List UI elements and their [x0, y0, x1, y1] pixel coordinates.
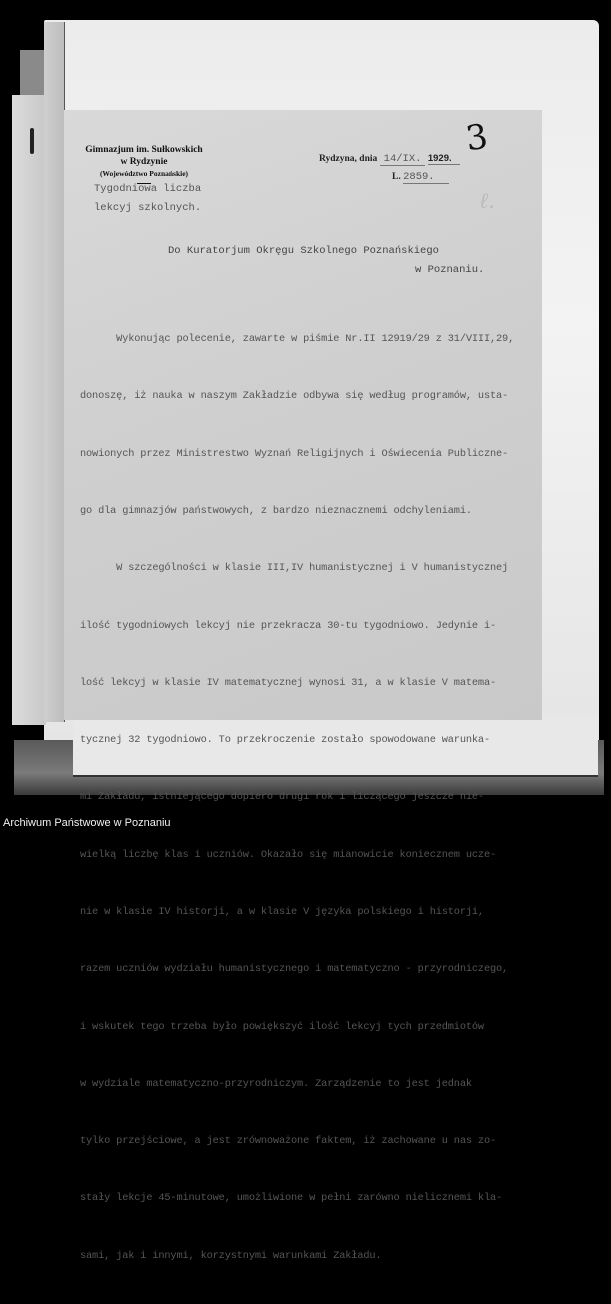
body-line: go dla gimnazjów państwowych, z bardzo nieznacznemi odchyleniami. — [80, 505, 472, 518]
body-line: nie w klasie IV historji, a w klasie V języka polskiego i historji, — [80, 906, 484, 918]
body-line: sami, jak i innymi, korzystnymi warunkami Zakładu. — [80, 1249, 382, 1262]
letterhead-province: (Województwo Poznańskie) — [99, 169, 189, 178]
body-line: tycznej 32 tygodniowo. To przekroczenie zostało spowodowane warunka- — [80, 734, 490, 747]
date-day-month: 14/IX. — [380, 153, 426, 166]
letter-body — [80, 292, 530, 1304]
letterhead — [76, 144, 212, 184]
reference-number — [392, 171, 449, 183]
place-date — [319, 153, 460, 165]
letterhead-school: Gimnazjum im. Sułkowskich — [85, 145, 203, 155]
body-line: nowionych przez Ministrestwo Wyznań Religijnych i Oświecenia Publiczne- — [80, 447, 509, 460]
handwritten-page-number: 3 — [463, 116, 491, 160]
subject-line-2: lekcyj szkolnych. — [94, 202, 202, 214]
pencil-mark: ℓ. — [479, 189, 496, 214]
body-line: stały lekcje 45-minutowe, umożliwione w pełni zarówno nielicznemi kla- — [80, 1192, 503, 1205]
binding-strip — [44, 22, 65, 722]
body-line: W szczególności w klasie III,IV humanistycznej i V humanistycznej — [80, 562, 509, 575]
subject — [94, 180, 201, 218]
binding-clip-icon — [30, 128, 34, 154]
body-line: wielką liczbę klas i uczniów. Okazało się mianowicie koniecznem ucze- — [80, 848, 497, 861]
body-line: lość lekcyj w klasie IV matematycznej wynosi 31, a w klasie V matema- — [80, 676, 497, 689]
folder-spine — [12, 95, 46, 725]
reference-prefix: L. — [392, 172, 401, 182]
place-date-prefix: Rydzyna, dnia — [319, 154, 378, 164]
folder-tab — [20, 50, 44, 95]
addressee-line-1: Do Kuratorjum Okręgu Szkolnego Poznańskiego — [168, 245, 439, 257]
addressee-line-2: w Poznaniu. — [415, 264, 485, 276]
body-line: w wydziale matematyczno-przyrodniczym. Zarządzenie to jest jednak — [80, 1077, 472, 1090]
letterhead-town: w Rydzynie — [120, 157, 168, 167]
date-year: 1929. — [428, 153, 460, 165]
archive-watermark: Archiwum Państwowe w Poznaniu — [3, 817, 171, 829]
body-line: donoszę, iż nauka w naszym Zakładzie odbywa się według programów, usta- — [80, 390, 509, 403]
body-line: ilość tygodniowych lekcyj nie przekracza 30-tu tygodniowo. Jedynie i- — [80, 619, 497, 632]
body-line: tylko przejściowe, a jest zrównoważone faktem, iż zachowane u nas zo- — [80, 1135, 497, 1148]
subject-line-1: Tygodniowa liczba — [94, 183, 202, 195]
body-line: mi Zakładu, istniejącego dopiero drugi rok i liczącego jeszcze nie- — [80, 791, 484, 804]
body-line: i wskutek tego trzeba było powiększyć ilość lekcyj tych przedmiotów — [80, 1020, 484, 1033]
body-line: Wykonując polecenie, zawarte w piśmie Nr.II 12919/29 z 31/VIII,29, — [80, 333, 515, 346]
body-line: razem uczniów wydziału humanistycznego i matematyczno - przyrodniczego, — [80, 963, 509, 976]
reference-value: 2859. — [403, 171, 449, 184]
